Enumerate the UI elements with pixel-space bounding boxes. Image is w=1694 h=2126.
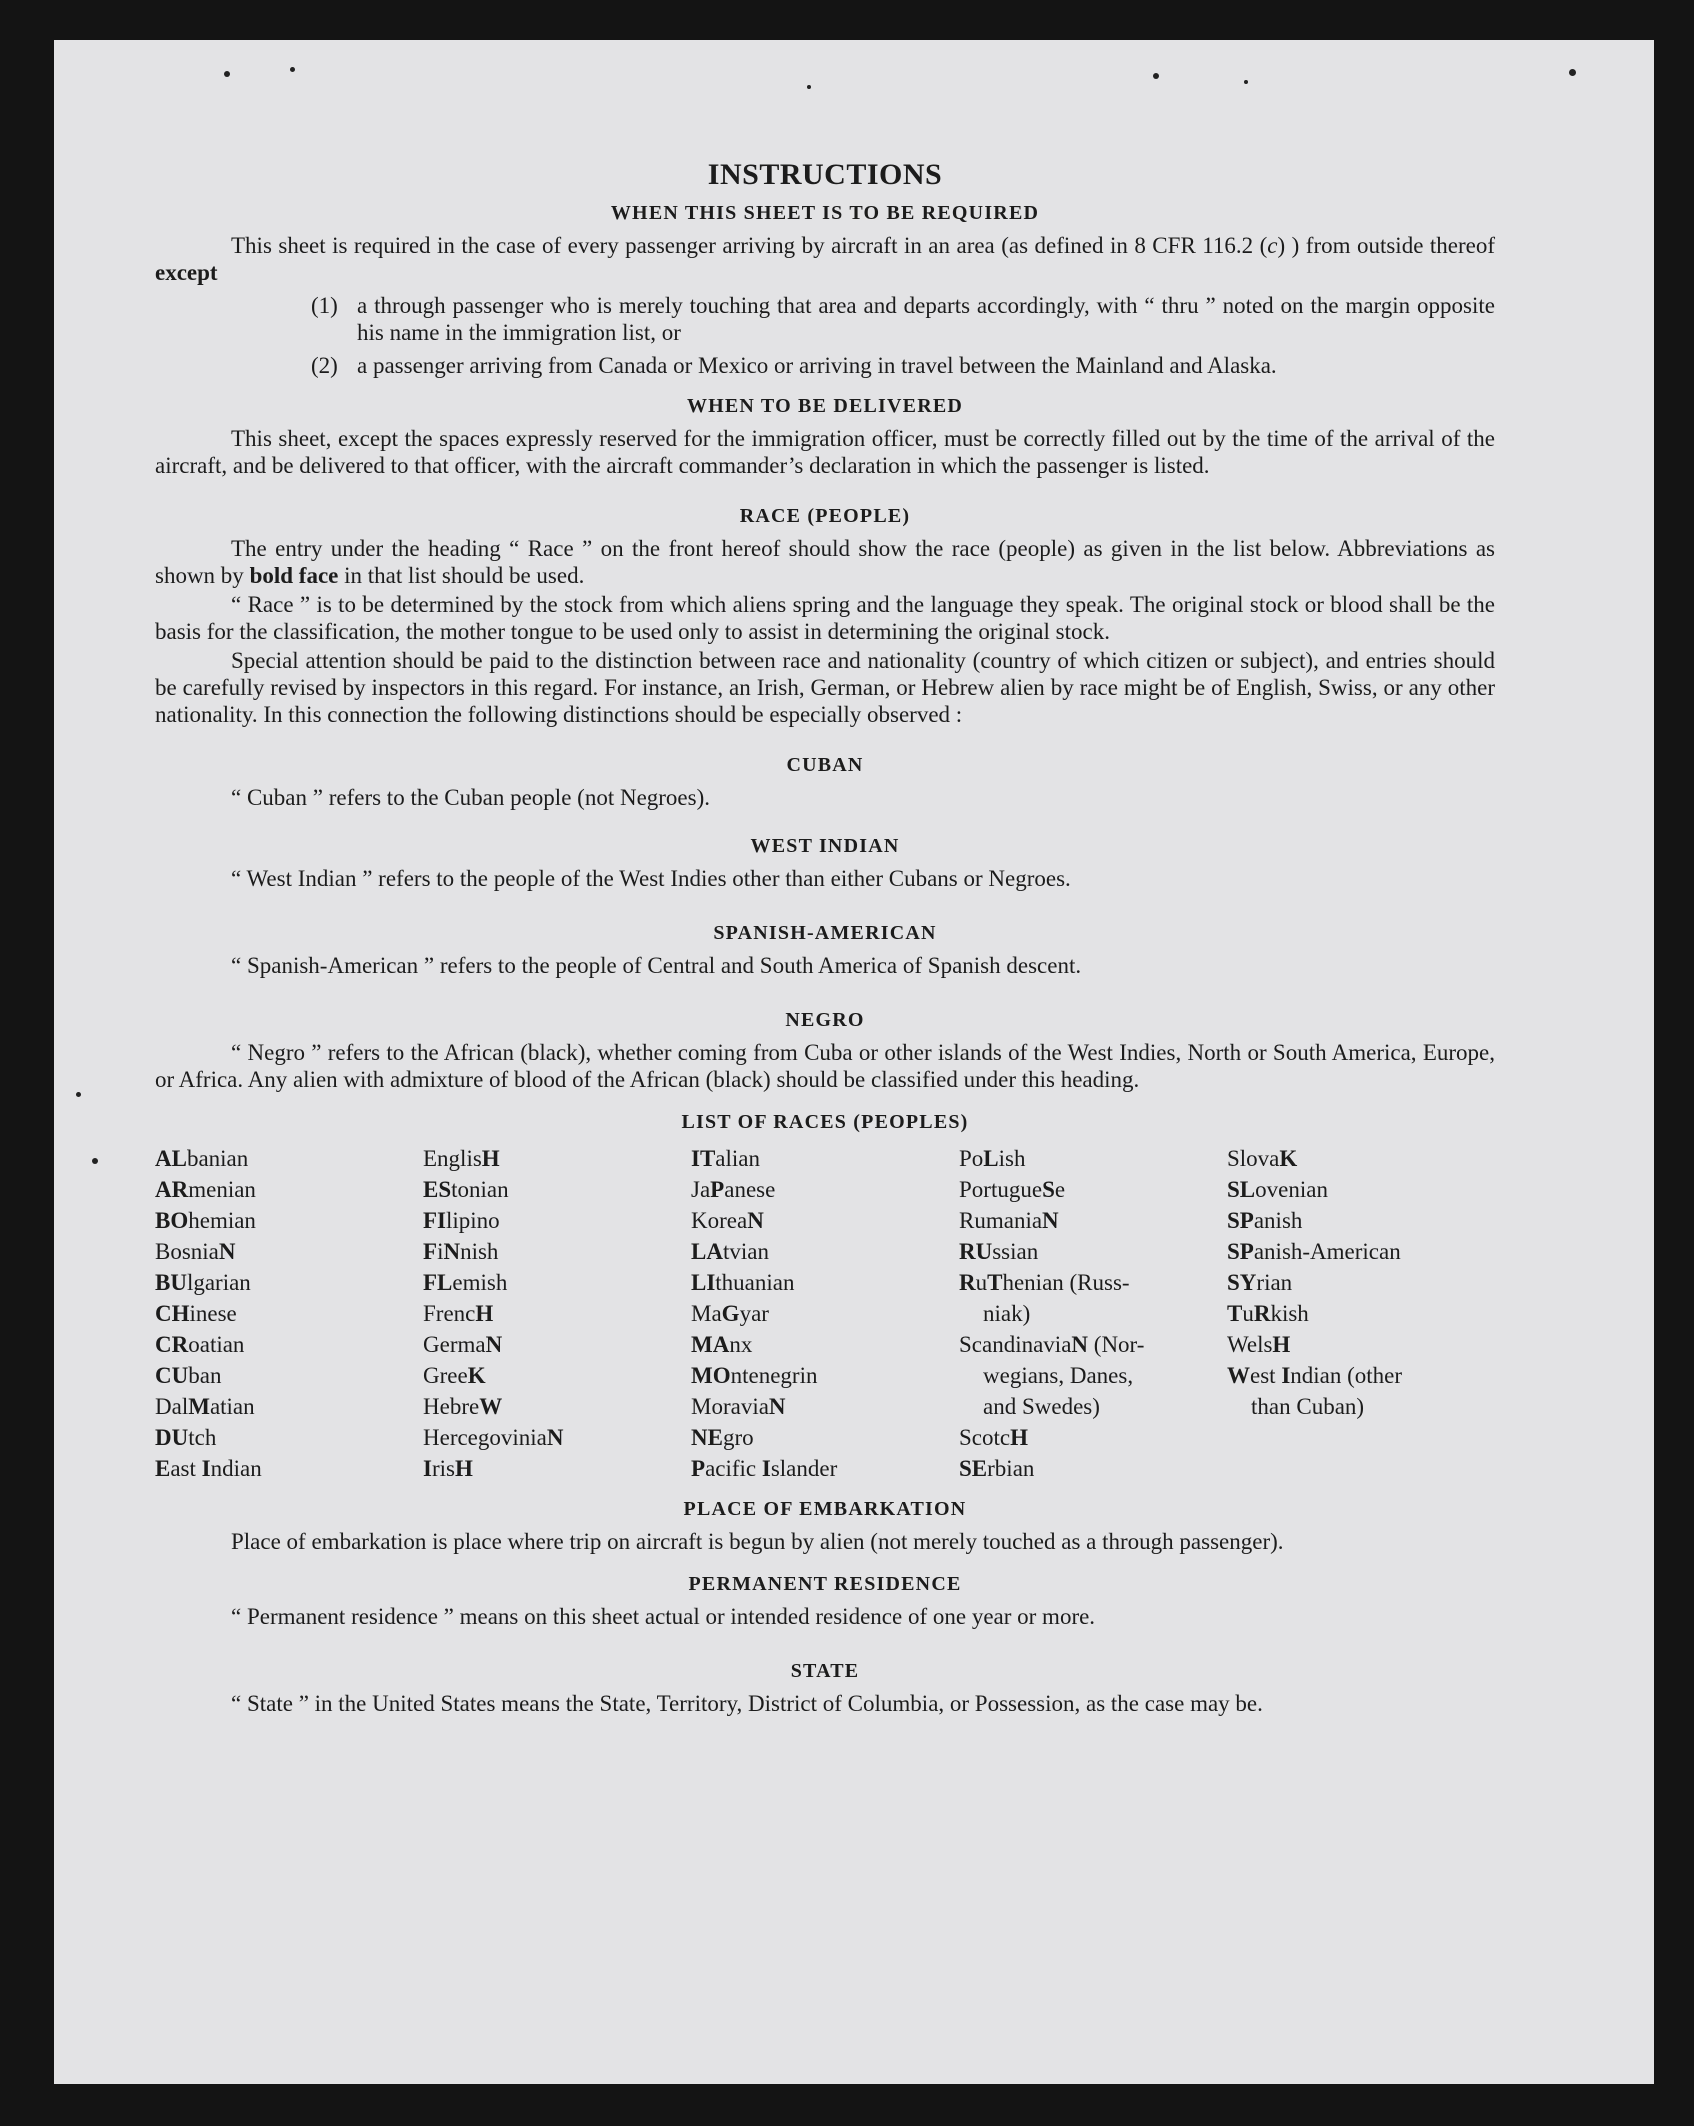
race-entry xyxy=(959,1360,1227,1391)
race-entry xyxy=(691,1391,959,1422)
race-abbreviation: S xyxy=(1042,1177,1055,1202)
race-text: ban xyxy=(188,1363,222,1388)
heading-permanent-residence: PERMANENT RESIDENCE xyxy=(688,1573,962,1595)
required-text-2: ) ) from outside thereof xyxy=(1277,233,1495,258)
heading-negro: NEGRO xyxy=(785,1009,865,1031)
race-entry xyxy=(959,1422,1227,1453)
paragraph-cuban: “ Cuban ” refers to the Cuban people (not Negroes). xyxy=(231,785,711,810)
race-text: thuanian xyxy=(715,1270,795,1295)
race-text: rian xyxy=(1256,1270,1293,1295)
race-entry xyxy=(1227,1329,1495,1360)
race-text: emish xyxy=(452,1270,508,1295)
race-text: ntenegrin xyxy=(730,1363,818,1388)
race-abbreviation: N xyxy=(747,1208,764,1233)
required-text-bold: except xyxy=(155,260,218,285)
race-entry xyxy=(155,1143,423,1174)
required-text-1: This sheet is required in the case of every passenger arriving by aircraft in an area (as defined in 8 CFR 116.2 ( xyxy=(231,233,1268,258)
race-text: inese xyxy=(189,1301,237,1326)
race-entry xyxy=(1227,1174,1495,1205)
race-entry xyxy=(155,1205,423,1236)
race-abbreviation: NE xyxy=(691,1425,723,1450)
race-entry xyxy=(423,1298,691,1329)
race-text: i xyxy=(437,1239,444,1264)
race-abbreviation: N xyxy=(768,1394,786,1419)
race-entry xyxy=(155,1453,423,1484)
race-text: Englis xyxy=(423,1146,482,1171)
race-text: acific xyxy=(705,1456,762,1481)
race-abbreviation: N xyxy=(1071,1332,1089,1357)
scan-speck xyxy=(1153,73,1159,79)
heading-state: STATE xyxy=(790,1660,860,1682)
race-text: tonian xyxy=(451,1177,509,1202)
heading-when-required: WHEN THIS SHEET IS TO BE REQUIRED xyxy=(610,202,1040,224)
race-abbreviation: AR xyxy=(155,1177,189,1202)
race-entry xyxy=(959,1143,1227,1174)
race-text: ndian xyxy=(210,1456,262,1481)
race-abbreviation: M xyxy=(188,1394,210,1419)
race-text: Moravia xyxy=(691,1394,769,1419)
race-entry xyxy=(155,1298,423,1329)
race-abbreviation: I xyxy=(761,1456,771,1481)
heading-race: RACE (PEOPLE) xyxy=(739,505,911,527)
race-text: nish xyxy=(460,1239,499,1264)
scan-speck xyxy=(1244,80,1248,84)
race-text: rbian xyxy=(987,1456,1035,1481)
race-abbreviation: SL xyxy=(1227,1177,1256,1202)
race-abbreviation: K xyxy=(1279,1146,1298,1171)
race-list-column xyxy=(423,1143,691,1484)
race-abbreviation: W xyxy=(1227,1363,1250,1388)
race-text: Scandinavia xyxy=(959,1332,1072,1357)
race-entry xyxy=(155,1391,423,1422)
scan-speck xyxy=(290,67,295,72)
race-abbreviation: DU xyxy=(155,1425,189,1450)
race-text: wegians, Danes, xyxy=(983,1363,1134,1388)
race-abbreviation: H xyxy=(1010,1425,1028,1450)
race-abbreviation: T xyxy=(1227,1301,1243,1326)
race-entry xyxy=(423,1236,691,1267)
race-abbreviation: N xyxy=(485,1332,503,1357)
race-entry xyxy=(691,1236,959,1267)
race-entry xyxy=(423,1174,691,1205)
scan-speck xyxy=(224,71,230,77)
race-abbreviation: H xyxy=(481,1146,500,1171)
race-abbreviation: E xyxy=(155,1456,171,1481)
race-text: Rumania xyxy=(959,1208,1043,1233)
race-text: ast xyxy=(170,1456,202,1481)
heading-spanish-american: SPANISH-AMERICAN xyxy=(713,922,937,944)
race-list-column xyxy=(1227,1143,1495,1484)
race-abbreviation: SY xyxy=(1227,1270,1257,1295)
race-abbreviation: BU xyxy=(155,1270,187,1295)
race-abbreviation: H xyxy=(454,1456,473,1481)
race-abbreviation: H xyxy=(1272,1332,1291,1357)
race-abbreviation: K xyxy=(467,1363,486,1388)
race-abbreviation: IT xyxy=(691,1146,716,1171)
race-list-column xyxy=(691,1143,959,1484)
race-entry xyxy=(155,1360,423,1391)
race-text: (Nor- xyxy=(1088,1332,1145,1357)
race-entry xyxy=(1227,1391,1495,1422)
paragraph-race-3: Special attention should be paid to the distinction between race and nationality (country of which citizen or subject), and entries should be carefully revised by inspectors in this regard. For instance, an Irish, German, or Hebrew alien by race might be of English, Swiss, or any other nationality. In this connection the following distinctions should be especially observed : xyxy=(155,648,1495,727)
race-abbreviation: N xyxy=(443,1239,461,1264)
race-abbreviation: N xyxy=(218,1239,236,1264)
race-text: Hebre xyxy=(423,1394,480,1419)
race-abbreviation: H xyxy=(475,1301,494,1326)
race-entry xyxy=(691,1143,959,1174)
race-abbreviation: W xyxy=(479,1394,503,1419)
race-entry xyxy=(691,1360,959,1391)
scan-speck xyxy=(76,1092,81,1097)
race-text: lipino xyxy=(446,1208,500,1233)
race-entry xyxy=(691,1267,959,1298)
race-text: yar xyxy=(739,1301,769,1326)
race-text: slander xyxy=(770,1456,838,1481)
race-abbreviation: I xyxy=(1281,1363,1291,1388)
race-abbreviation: F xyxy=(423,1239,438,1264)
race-text: Wels xyxy=(1227,1332,1273,1357)
race-abbreviation: LI xyxy=(691,1270,716,1295)
race-entry xyxy=(423,1267,691,1298)
heading-west-indian: WEST INDIAN xyxy=(750,835,900,857)
race-text: henian (Russ- xyxy=(1002,1270,1130,1295)
race-abbreviation: BO xyxy=(155,1208,189,1233)
paragraph-required xyxy=(155,232,1495,286)
race-text: Scotc xyxy=(959,1425,1011,1450)
race-entry xyxy=(155,1422,423,1453)
race-entry xyxy=(155,1329,423,1360)
race-text: est xyxy=(1250,1363,1282,1388)
race-text-bold: bold face xyxy=(249,563,339,588)
scan-speck xyxy=(1569,69,1576,76)
race-text: gro xyxy=(722,1425,754,1450)
paragraph-embarkation: Place of embarkation is place where trip on aircraft is begun by alien (not merely touched as a through passenger). xyxy=(231,1529,1284,1554)
race-text: than Cuban) xyxy=(1251,1394,1365,1419)
race-entry xyxy=(1227,1267,1495,1298)
race-entry xyxy=(691,1453,959,1484)
scan-speck xyxy=(807,85,811,89)
race-text: ish xyxy=(998,1146,1026,1171)
race-abbreviation: L xyxy=(983,1146,999,1171)
race-abbreviation: R xyxy=(1253,1301,1271,1326)
heading-cuban: CUBAN xyxy=(786,754,864,776)
race-abbreviation: RU xyxy=(959,1239,993,1264)
race-entry xyxy=(691,1329,959,1360)
race-text: nx xyxy=(729,1332,753,1357)
race-text: ssian xyxy=(992,1239,1039,1264)
paragraph-negro: “ Negro ” refers to the African (black), whether coming from Cuba or other islands of the West Indies, North or South America, Europe, or Africa. Any alien with admixture of blood of the African (black) should be classified under this heading. xyxy=(155,1040,1495,1092)
race-text-2: in that list should be used. xyxy=(338,563,585,588)
race-abbreviation: MO xyxy=(691,1363,731,1388)
race-text: Germa xyxy=(423,1332,486,1357)
exception-number: (1) xyxy=(311,293,338,318)
race-list-column xyxy=(155,1143,423,1484)
exception-text: a through passenger who is merely touching that area and departs accordingly, with “ thru ” noted on the margin opposite his name in the immigration list, or xyxy=(357,293,1495,345)
paragraph-state: “ State ” in the United States means the State, Territory, District of Columbia, or Possession, as the case may be. xyxy=(231,1691,1263,1716)
race-entry xyxy=(1227,1205,1495,1236)
exception-number: (2) xyxy=(311,353,338,378)
race-abbreviation: I xyxy=(423,1456,432,1481)
race-abbreviation: MA xyxy=(691,1332,730,1357)
race-text: and Swedes) xyxy=(983,1394,1100,1419)
race-text: Korea xyxy=(691,1208,748,1233)
paragraph-spanish-american: “ Spanish-American ” refers to the people of Central and South America of Spanish descent. xyxy=(231,953,1082,978)
race-entry xyxy=(959,1174,1227,1205)
race-text: Ma xyxy=(691,1301,722,1326)
race-abbreviation: T xyxy=(987,1270,1003,1295)
race-text: anese xyxy=(724,1177,776,1202)
race-abbreviation: SP xyxy=(1227,1239,1254,1264)
race-entry xyxy=(423,1360,691,1391)
race-text: ris xyxy=(431,1456,455,1481)
paragraph-race-1 xyxy=(155,535,1495,589)
race-text: Ja xyxy=(691,1177,711,1202)
instructions-body xyxy=(155,150,1495,1719)
race-list-column xyxy=(959,1143,1227,1484)
race-text-1: The entry under the heading “ Race ” on the front hereof should show the race (people) as given in the list below. Abbreviations as shown by xyxy=(155,536,1495,588)
race-entry xyxy=(423,1205,691,1236)
race-abbreviation: CU xyxy=(155,1363,189,1388)
race-text: u xyxy=(1242,1301,1254,1326)
race-abbreviation: N xyxy=(546,1425,564,1450)
race-entry xyxy=(959,1298,1227,1329)
race-entry xyxy=(959,1205,1227,1236)
scan-speck xyxy=(92,1158,98,1164)
race-text: kish xyxy=(1270,1301,1309,1326)
race-abbreviation: R xyxy=(959,1270,976,1295)
race-entry xyxy=(155,1267,423,1298)
race-abbreviation: SE xyxy=(959,1456,988,1481)
paragraph-west-indian: “ West Indian ” refers to the people of the West Indies other than either Cubans or Negroes. xyxy=(231,866,1071,891)
race-text: niak) xyxy=(983,1301,1031,1326)
race-text: ndian (other xyxy=(1290,1363,1403,1388)
race-text: menian xyxy=(188,1177,256,1202)
race-abbreviation: FI xyxy=(423,1208,446,1233)
race-text: lgarian xyxy=(186,1270,251,1295)
race-abbreviation: I xyxy=(201,1456,211,1481)
race-text: oatian xyxy=(188,1332,245,1357)
race-entry xyxy=(155,1174,423,1205)
page-title: INSTRUCTIONS xyxy=(707,158,943,191)
race-text: anish-American xyxy=(1253,1239,1401,1264)
heading-embarkation: PLACE OF EMBARKATION xyxy=(683,1498,967,1520)
paragraph-race-2: “ Race ” is to be determined by the stock from which aliens spring and the language they speak. The original stock or blood shall be the basis for the classification, the mother tongue to be used only to assist in determining the original stock. xyxy=(155,592,1495,644)
race-abbreviation: ES xyxy=(423,1177,452,1202)
race-entry xyxy=(423,1143,691,1174)
race-text: anish xyxy=(1253,1208,1303,1233)
race-entry xyxy=(691,1205,959,1236)
race-entry xyxy=(691,1422,959,1453)
heading-when-delivered: WHEN TO BE DELIVERED xyxy=(686,395,964,417)
required-text-italic: c xyxy=(1267,233,1278,258)
race-entry xyxy=(1227,1236,1495,1267)
race-entry xyxy=(959,1453,1227,1484)
race-text: Bosnia xyxy=(155,1239,219,1264)
race-entry xyxy=(959,1329,1227,1360)
race-entry xyxy=(1227,1298,1495,1329)
race-abbreviation: FL xyxy=(423,1270,453,1295)
race-text: Portugue xyxy=(959,1177,1043,1202)
race-text: u xyxy=(975,1270,988,1295)
race-text: atian xyxy=(209,1394,255,1419)
race-text: ovenian xyxy=(1255,1177,1328,1202)
race-abbreviation: CR xyxy=(155,1332,189,1357)
race-text: Slova xyxy=(1227,1146,1280,1171)
race-list xyxy=(155,1143,1495,1484)
race-text: Frenc xyxy=(423,1301,476,1326)
race-entry xyxy=(423,1422,691,1453)
race-abbreviation: AL xyxy=(155,1146,187,1171)
race-entry xyxy=(959,1236,1227,1267)
race-text: hemian xyxy=(188,1208,256,1233)
race-entry xyxy=(1227,1360,1495,1391)
race-abbreviation: LA xyxy=(691,1239,723,1264)
race-text: e xyxy=(1054,1177,1066,1202)
race-abbreviation: SP xyxy=(1227,1208,1254,1233)
race-text: Hercegovinia xyxy=(423,1425,547,1450)
race-text: Po xyxy=(959,1146,984,1171)
race-entry xyxy=(423,1391,691,1422)
race-entry xyxy=(423,1453,691,1484)
race-text: Dal xyxy=(155,1394,189,1419)
race-abbreviation: G xyxy=(721,1301,740,1326)
race-abbreviation: N xyxy=(1042,1208,1059,1233)
race-text: tvian xyxy=(722,1239,769,1264)
exception-text: a passenger arriving from Canada or Mexico or arriving in travel between the Mainland and Alaska. xyxy=(357,353,1277,378)
race-entry xyxy=(423,1329,691,1360)
race-abbreviation: P xyxy=(691,1456,706,1481)
race-text: Gree xyxy=(423,1363,468,1388)
paragraph-delivered: This sheet, except the spaces expressly reserved for the immigration officer, must be correctly filled out by the time of the arrival of the aircraft, and be delivered to that officer, with the aircraft commander’s declaration in which the passenger is listed. xyxy=(155,426,1495,478)
race-entry xyxy=(959,1267,1227,1298)
race-text: alian xyxy=(715,1146,760,1171)
race-entry xyxy=(1227,1143,1495,1174)
race-entry xyxy=(155,1236,423,1267)
race-abbreviation: CH xyxy=(155,1301,190,1326)
race-entry xyxy=(691,1174,959,1205)
race-text: tch xyxy=(188,1425,217,1450)
exception-item xyxy=(155,292,1495,346)
race-abbreviation: P xyxy=(710,1177,725,1202)
race-entry xyxy=(691,1298,959,1329)
race-text: banian xyxy=(186,1146,249,1171)
paragraph-permanent-residence: “ Permanent residence ” means on this sheet actual or intended residence of one year or more. xyxy=(231,1604,1096,1629)
exception-item xyxy=(155,352,1495,379)
heading-list-of-races: LIST OF RACES (PEOPLES) xyxy=(681,1111,969,1133)
race-entry xyxy=(959,1391,1227,1422)
